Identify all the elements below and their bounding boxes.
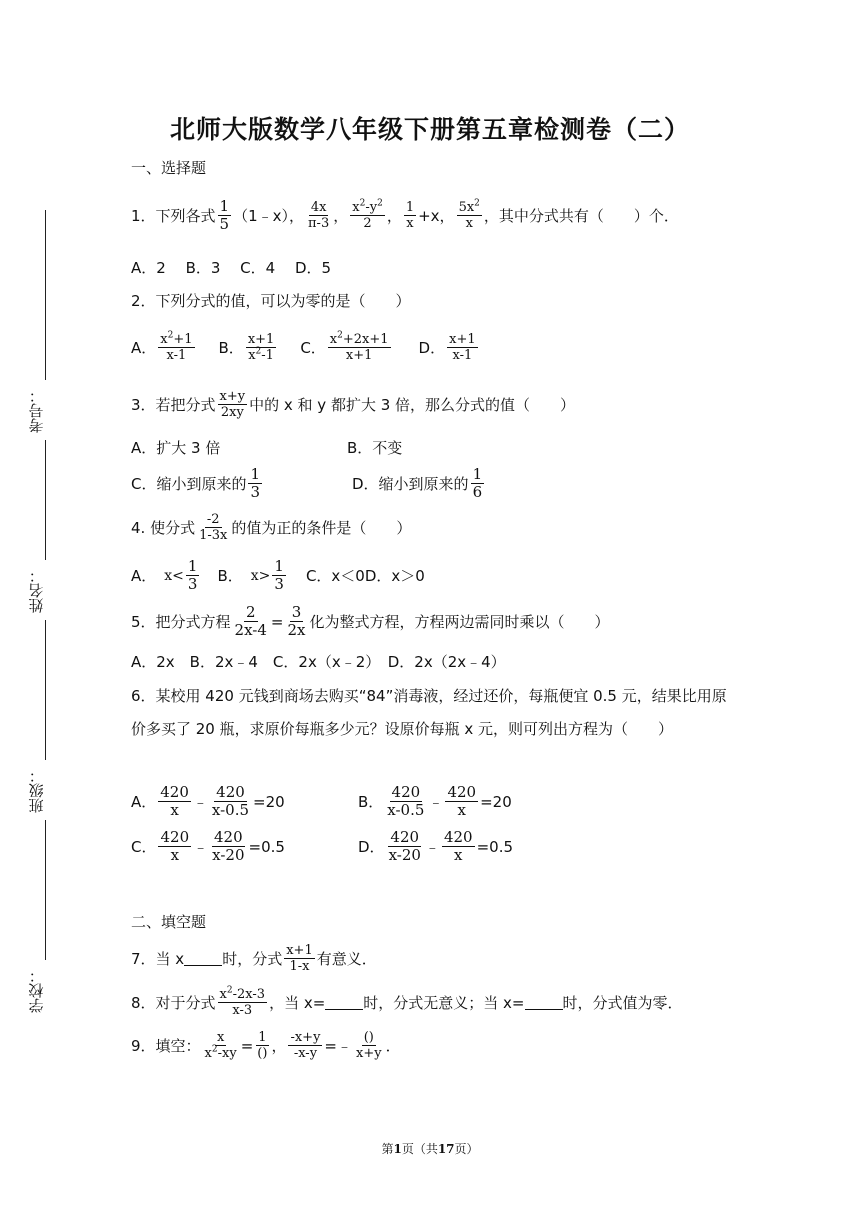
q1-text: +x， [418, 206, 455, 225]
answer-blank[interactable] [525, 995, 563, 1010]
q8-mid2: 时，分式无意义；当 x= [363, 993, 525, 1012]
q3-option-d-text: D．缩小到原来的 [352, 474, 469, 493]
side-line-name [45, 440, 46, 560]
q3-suffix: 中的 x 和 y 都扩大 3 倍，那么分式的值（ ） [249, 395, 576, 414]
fraction: x+1 x-1 [449, 332, 476, 363]
option-c-label: C． [131, 837, 157, 856]
result: =0.5 [248, 837, 285, 856]
q5-suffix: 化为整式方程，方程两边需同时乘以（ ） [309, 612, 610, 631]
equals: =﹣ [324, 1036, 352, 1055]
minus: ﹣ [424, 837, 440, 856]
fraction: $\frac{420}{x}$ [447, 783, 477, 819]
q5-options: A．2x B．2x﹣4 C．2x（x﹣2） D．2x（2x﹣4） [131, 653, 506, 671]
q2-options [131, 332, 480, 363]
q4-prefix: 4. 使分式 [131, 518, 196, 537]
q7-mid: 时，分式 [222, 949, 283, 968]
fraction: x+1 $x^2-1$ [247, 332, 275, 363]
q1-text: ， [333, 206, 349, 225]
q3-prefix: 3．若把分式 [131, 395, 216, 414]
inequality: x> [250, 567, 271, 584]
fraction: 420 x [160, 783, 189, 819]
option-a-label: A． [131, 338, 157, 357]
fraction: 420 x-0.5 [387, 783, 425, 819]
page-title: 北师大版数学八年级下册第五章检测卷（二） [169, 115, 690, 144]
q6-option-a [131, 784, 285, 819]
footer-post: 页） [454, 1142, 479, 1156]
fraction: $\frac{420}{x-0.5}$ [211, 783, 250, 819]
q6-option-d [358, 829, 513, 864]
fraction: x+1 1-x [286, 943, 313, 974]
q8-mid: ，当 x= [269, 993, 326, 1012]
footer-mid: 页（共 [401, 1142, 438, 1156]
question-1 [131, 198, 679, 233]
fraction: $\frac{420}{x-20}$ [212, 828, 245, 864]
question-4 [131, 512, 411, 543]
question-3 [131, 389, 575, 420]
result: =20 [253, 792, 285, 811]
page-footer [0, 1140, 860, 1157]
inequality: x< [164, 567, 184, 584]
result: =20 [480, 792, 512, 811]
option-a-label: A． [131, 792, 157, 811]
question-2: 2．下列分式的值，可以为零的是（ ） [131, 292, 411, 310]
minus: ﹣ [428, 792, 444, 811]
fraction: -2 1-3x [199, 512, 228, 543]
q3-option-a: A．扩大 3 倍 [131, 439, 221, 457]
option-b-label: B． [217, 566, 243, 585]
result: =0.5 [476, 837, 514, 856]
answer-blank[interactable] [184, 951, 222, 966]
q1-options: A．2 B．3 C．4 D．5 [131, 259, 332, 277]
fraction: 1 6 [472, 465, 483, 501]
option-a-label: A． [131, 566, 157, 585]
fraction: 4x π-3 [308, 200, 330, 231]
answer-blank[interactable] [325, 995, 363, 1010]
question-9 [131, 1030, 401, 1061]
side-label-exam-no: 考号： [27, 388, 46, 433]
page-number: 1 [393, 1142, 402, 1156]
q1-suffix: ，其中分式共有（ ）个． [483, 206, 679, 225]
q3-option-b: B．不变 [347, 439, 403, 457]
fraction: 420 x-20 [388, 828, 421, 864]
q9-prefix: 9．填空： [131, 1036, 201, 1055]
question-5 [131, 604, 610, 639]
q8-suffix: 时，分式值为零． [562, 993, 683, 1012]
q3-option-c-text: C．缩小到原来的 [131, 474, 247, 493]
fraction: $\frac{-x+y}{-x-y}$ [290, 1030, 321, 1061]
fraction: $x^2+2x+1$ x+1 [329, 330, 389, 363]
fraction: $\frac{2}{2x-4}$ [234, 603, 267, 639]
q4-options [131, 558, 425, 593]
option-d-label: D． [418, 338, 446, 357]
equals: = [270, 612, 284, 631]
side-label-school: 学校： [27, 968, 46, 1013]
equals: = [240, 1036, 254, 1055]
side-label-name: 姓名： [27, 568, 46, 613]
fraction: $\frac{420}{x}$ [443, 828, 473, 864]
q8-prefix: 8．对于分式 [131, 993, 216, 1012]
q6-option-c [131, 829, 285, 864]
section-heading-choice: 一、选择题 [131, 159, 207, 177]
fraction: 1 3 [274, 557, 284, 593]
q1-text: ， [386, 206, 402, 225]
side-line-school [45, 820, 46, 960]
side-label-class: 班级： [27, 768, 46, 813]
question-6: 6．某校用 420 元钱到商场去购买“84”消毒液，经过还价，每瓶便宜 0.5 元，结果比用原价多买了 20 瓶，求原价每瓶多少元？设原价每瓶 x 元，则可列出方程为（ ） [131, 687, 727, 738]
fraction: 1 3 [250, 465, 261, 501]
q1-prefix: 1．下列各式 [131, 206, 216, 225]
fraction: x+y 2xy [219, 389, 246, 420]
fraction: () x+y [356, 1030, 382, 1061]
q7-prefix: 7．当 x [131, 949, 185, 968]
fraction: $x^2+1$ x-1 [160, 330, 193, 363]
q3-option-d [352, 466, 486, 501]
q3-option-c [131, 466, 264, 501]
option-d-label: D． [358, 837, 385, 856]
section-heading-fill: 二、填空题 [131, 913, 207, 931]
fraction: $x^2-y^2$ 2 [352, 198, 383, 231]
fraction: 1 () [257, 1030, 268, 1061]
option-c-label: C． [300, 338, 326, 357]
q1-text: （1﹣x）， [233, 206, 305, 225]
side-line-class [45, 620, 46, 760]
separator: ， [271, 1036, 287, 1055]
question-7 [131, 943, 377, 974]
fraction: $\frac{x}{x^2-xy}$ [204, 1030, 237, 1061]
q4-options-cd: C．x＜0D．x＞0 [305, 566, 425, 585]
question-8 [131, 987, 683, 1018]
option-b-label: B． [218, 338, 244, 357]
minus: ﹣ [192, 792, 208, 811]
q7-suffix: 有意义． [316, 949, 377, 968]
fraction: 1 5 [219, 197, 230, 233]
fraction: 420 x [160, 828, 190, 864]
fraction: $\frac{3}{2x}$ [287, 603, 306, 639]
total-pages: 17 [437, 1142, 455, 1156]
period: ． [385, 1036, 401, 1055]
minus: ﹣ [193, 837, 209, 856]
footer-pre: 第 [381, 1142, 394, 1156]
fraction: 1 x [405, 200, 415, 231]
side-line-exam-no [45, 210, 46, 380]
q4-suffix: 的值为正的条件是（ ） [231, 518, 412, 537]
q5-prefix: 5．把分式方程 [131, 612, 231, 631]
fraction: $x^2-2x-3$ x-3 [219, 985, 266, 1018]
fraction: $5x^2$ x [458, 198, 480, 231]
q6-option-b [358, 784, 512, 819]
option-b-label: B． [358, 792, 384, 811]
fraction: 1 3 [187, 557, 198, 593]
